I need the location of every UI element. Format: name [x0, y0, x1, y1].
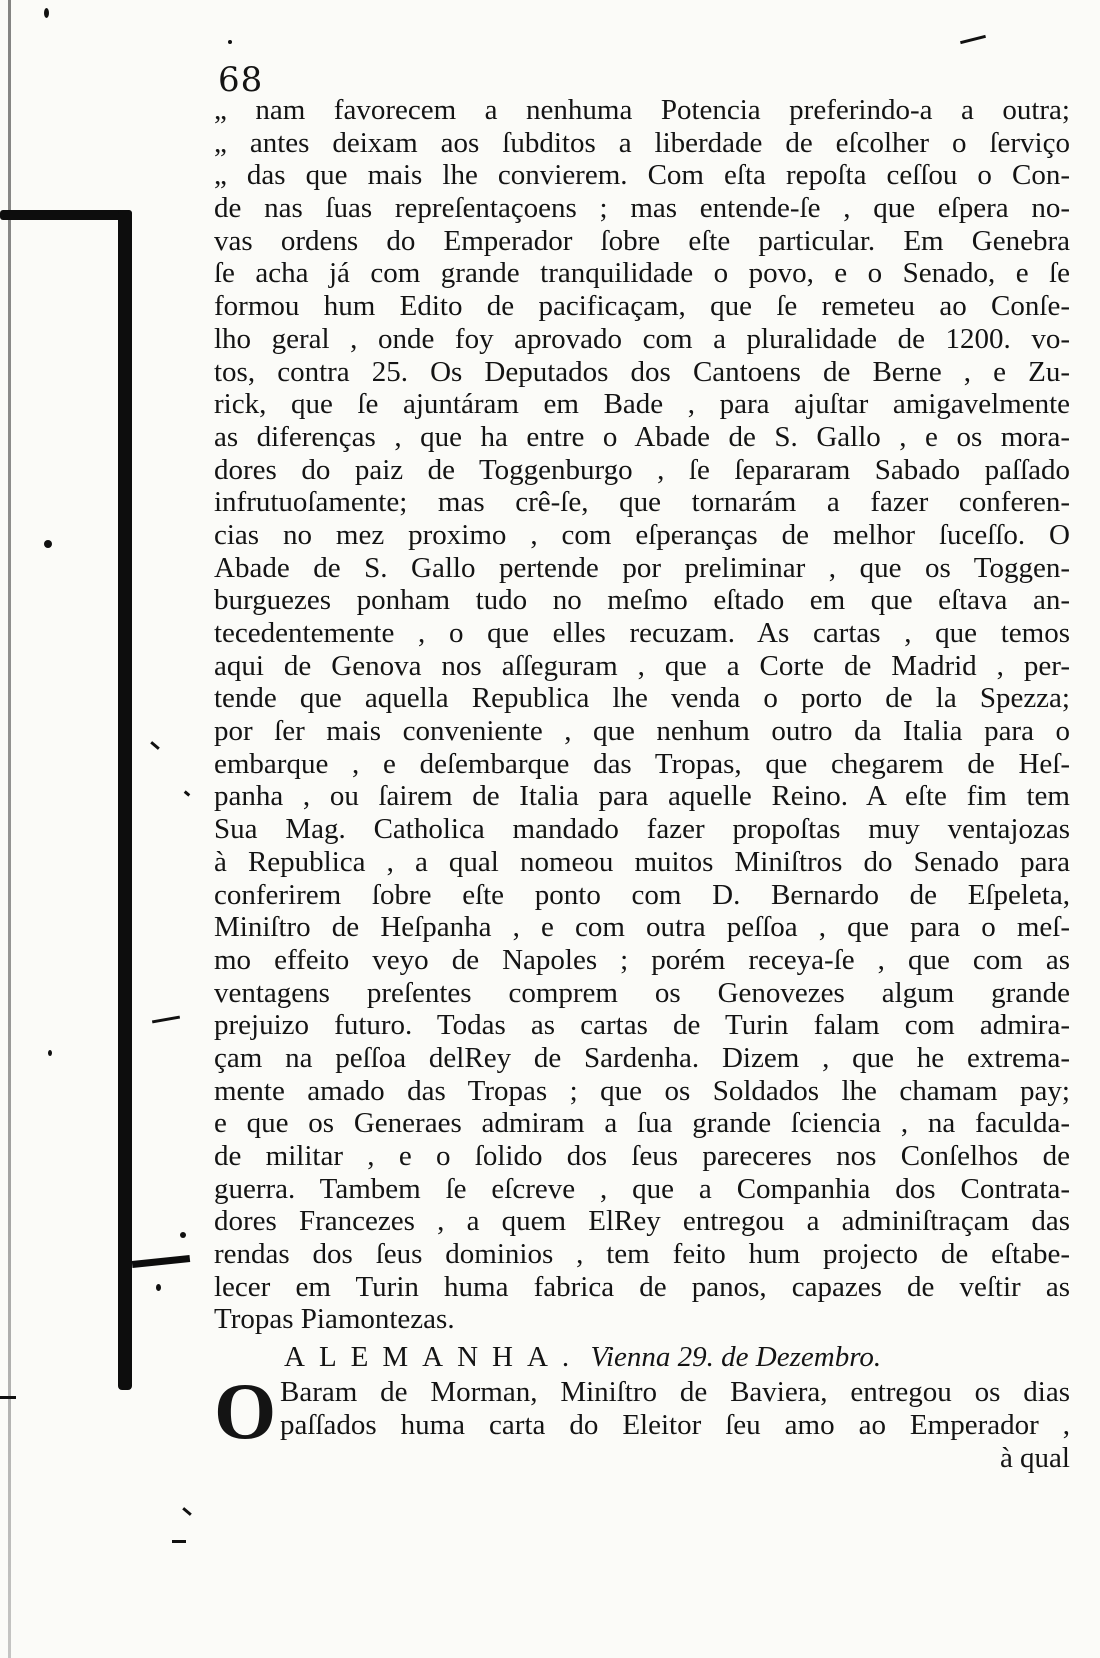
text-line: panha , ou ſairem de Italia para aquelle Reino. A eſte fim tem	[214, 780, 1070, 813]
text-line: „ antes deixam aos ſubditos a liberdade de eſcolher o ſerviço	[214, 126, 1070, 159]
text-line: de nas ſuas repreſentaçoens ; mas entende-ſe , que eſpera no-	[214, 192, 1070, 225]
ink-speck	[48, 1050, 52, 1056]
text-line: mo effeito veyo de Napoles ; porém receya-ſe , que com as	[214, 943, 1070, 976]
margin-bracket-notch	[132, 1255, 190, 1268]
drop-cap: O	[214, 1368, 277, 1457]
ink-dash	[172, 1540, 186, 1543]
article-body	[214, 94, 1070, 1474]
text-line: lho geral , onde foy aprovado com a pluralidade de 1200. vo-	[214, 322, 1070, 355]
ink-speck	[44, 8, 49, 18]
text-line: à Republica , a qual nomeou muitos Miniſtros do Senado para	[214, 845, 1070, 878]
text-line: infrutuoſamente; mas crê-ſe, que tornarám a fazer conferen-	[214, 486, 1070, 519]
text-line: Abade de S. Gallo pertende por preliminar , que os Toggen-	[214, 551, 1070, 584]
text-line: ventagens preſentes comprem os Genovezes algum grande	[214, 976, 1070, 1009]
heading-dateline: Vienna 29. de Dezembro.	[590, 1341, 882, 1374]
margin-bracket	[118, 210, 132, 1390]
text-line: de militar , e o ſolido dos ſeus pareceres nos Conſelhos de	[214, 1140, 1070, 1172]
text-line: „ nam favorecem a nenhuma Potencia preferindo-a a outra;	[214, 94, 1070, 126]
margin-bracket-top	[0, 210, 132, 220]
section-heading	[214, 1338, 1070, 1376]
text-line: guerra. Tambem ſe eſcreve , que a Companhia dos Contrata-	[214, 1172, 1070, 1205]
text-line: aqui de Genova nos aſſeguram , que a Corte de Madrid , per-	[214, 649, 1070, 682]
heading-country: ALEMANHA.	[284, 1341, 584, 1374]
text-line: paſſados huma carta do Eleitor ſeu amo ao Emperador ,	[280, 1408, 1070, 1441]
text-line: ſe acha já com grande tranquilidade o povo, e o Senado, e ſe	[214, 257, 1070, 290]
text-line: embarque , e deſembarque das Tropas, que chegarem de Heſ-	[214, 747, 1070, 780]
text-line: dores do paiz de Toggenburgo , ſe ſepararam Sabado paſſado	[214, 453, 1070, 486]
text-line: tende que aquella Republica lhe venda o porto de la Spezza;	[214, 682, 1070, 715]
ink-dash	[0, 1396, 16, 1399]
ink-dash	[960, 35, 986, 44]
ink-speck	[180, 1232, 186, 1238]
binding-shadow	[8, 0, 11, 1658]
text-line: cias no mez proximo , com eſperanças de melhor ſuceſſo. O	[214, 518, 1070, 551]
text-line: dores Francezes , a quem ElRey entregou a adminiſtraçam das	[214, 1205, 1070, 1238]
ink-speck	[44, 540, 52, 548]
text-line: formou hum Edito de pacificaçam, que ſe remeteu ao Conſe-	[214, 290, 1070, 323]
text-line: prejuizo futuro. Todas as cartas de Turin falam com admira-	[214, 1009, 1070, 1042]
text-line: Tropas Piamontezas.	[214, 1303, 455, 1336]
ink-dash	[152, 1016, 180, 1024]
text-line: rick, que ſe ajuntáram em Bade , para ajuſtar amigavelmente	[214, 388, 1070, 421]
text-line: çam na peſſoa delRey de Sardenha. Dizem , que he extrema-	[214, 1041, 1070, 1074]
text-line: mente amado das Tropas ; que os Soldados lhe chamam pay;	[214, 1074, 1070, 1107]
catchword: à qual	[999, 1441, 1070, 1474]
text-line: burguezes ponham tudo no meſmo eſtado em que eſtava an-	[214, 584, 1070, 617]
text-line: vas ordens do Emperador ſobre eſte particular. Em Genebra	[214, 224, 1070, 257]
text-line: conferirem ſobre eſte ponto com D. Bernardo de Eſpeleta,	[214, 878, 1070, 911]
ink-dash	[184, 790, 191, 796]
ink-speck	[156, 1284, 161, 1291]
text-line: Miniſtro de Heſpanha , e com outra peſſoa , que para o meſ-	[214, 911, 1070, 944]
text-line: e que os Generaes admiram a ſua grande ſciencia , na faculda-	[214, 1107, 1070, 1140]
page-number: 68	[218, 60, 264, 100]
text-line: Sua Mag. Catholica mandado fazer propoſtas muy ventajozas	[214, 813, 1070, 846]
text-line: tecedentemente , o que elles recuzam. As cartas , que temos	[214, 617, 1070, 649]
ink-dash	[182, 1507, 192, 1516]
text-line: por ſer mais conveniente , que nenhum outro da Italia para o	[214, 715, 1070, 748]
text-line: „ das que mais lhe convierem. Com eſta repoſta ceſſou o Con-	[214, 159, 1070, 192]
text-line: rendas dos ſeus dominios , tem feito hum projecto de eſtabe-	[214, 1238, 1070, 1271]
text-line: lecer em Turin huma fabrica de panos, capazes de veſtir as	[214, 1270, 1070, 1303]
text-line: as diferenças , que ha entre o Abade de S. Gallo , e os mora-	[214, 420, 1070, 453]
text-line: tos, contra 25. Os Deputados dos Cantoens de Berne , e Zu-	[214, 355, 1070, 388]
text-line: Baram de Morman, Miniſtro de Baviera, entregou os dias	[280, 1376, 1070, 1409]
ink-dash	[150, 741, 160, 750]
new-section	[214, 1368, 1070, 1474]
ink-speck	[228, 40, 232, 44]
